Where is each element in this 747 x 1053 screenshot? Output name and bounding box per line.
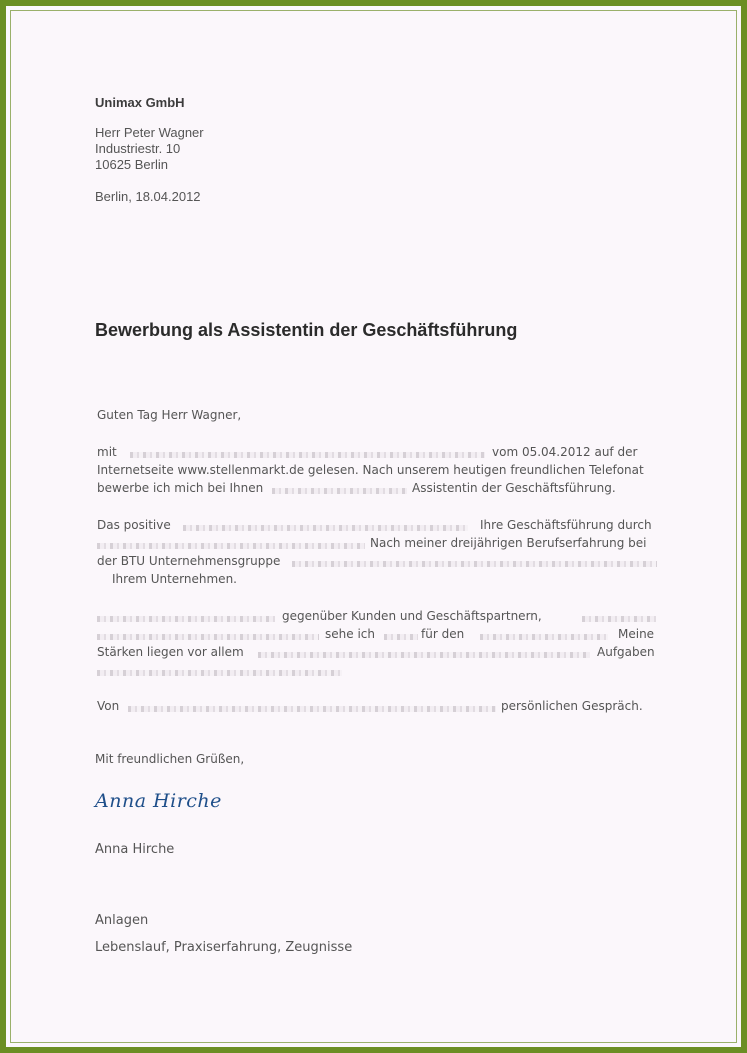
redacted-text xyxy=(292,561,657,567)
redacted-text xyxy=(384,634,418,640)
p2-line1-start: Das positive xyxy=(97,518,171,532)
p2-line1-end: Ihre Geschäftsführung durch xyxy=(480,518,652,532)
p1-line3-start: bewerbe ich mich bei Ihnen xyxy=(97,481,264,495)
redacted-text xyxy=(97,616,275,622)
redacted-text xyxy=(183,525,468,531)
p2-line3: der BTU Unternehmensgruppe xyxy=(97,554,281,568)
p1-line1-end: vom 05.04.2012 auf der xyxy=(492,445,638,459)
redacted-text xyxy=(130,452,485,458)
sender-company: Unimax GmbH xyxy=(95,95,185,110)
redacted-text xyxy=(272,488,407,494)
p4-end: persönlichen Gespräch. xyxy=(501,699,643,713)
redacted-text xyxy=(97,634,319,640)
recipient-city: 10625 Berlin xyxy=(95,157,168,172)
redacted-text xyxy=(97,543,365,549)
p1-line2: Internetseite www.stellenmarkt.de gelesen. Nach unserem heutigen freundlichen Telefonat xyxy=(97,463,644,477)
redacted-text xyxy=(480,634,608,640)
attachments-label: Anlagen xyxy=(95,913,149,928)
p3-line2-b: für den xyxy=(421,627,465,641)
place-date: Berlin, 18.04.2012 xyxy=(95,189,201,204)
p3-line1: gegenüber Kunden und Geschäftspartnern, xyxy=(282,609,542,623)
redacted-text xyxy=(97,670,342,676)
p2-line4: Ihrem Unternehmen. xyxy=(112,572,237,586)
signer-name: Anna Hirche xyxy=(95,842,175,857)
p3-line3-end: Aufgaben xyxy=(597,645,655,659)
greeting: Guten Tag Herr Wagner, xyxy=(97,408,242,422)
redacted-text xyxy=(582,616,656,622)
p1-line3-end: Assistentin der Geschäftsführung. xyxy=(412,481,616,495)
p2-line2: Nach meiner dreijährigen Berufserfahrung bei xyxy=(370,536,647,550)
redacted-text xyxy=(128,706,496,712)
redacted-text xyxy=(258,652,590,658)
recipient-street: Industriestr. 10 xyxy=(95,141,181,156)
p3-line2-c: Meine xyxy=(618,627,655,641)
attachments-list: Lebenslauf, Praxiserfahrung, Zeugnisse xyxy=(95,940,353,955)
handwritten-signature: Anna Hirche xyxy=(95,790,222,812)
recipient-name: Herr Peter Wagner xyxy=(95,125,204,140)
p4-start: Von xyxy=(97,699,120,713)
p3-line3-start: Stärken liegen vor allem xyxy=(97,645,244,659)
closing: Mit freundlichen Grüßen, xyxy=(95,752,245,766)
letter-subject: Bewerbung als Assistentin der Geschäftsführung xyxy=(95,320,518,340)
p1-word-start: mit xyxy=(97,445,117,459)
p3-line2-a: sehe ich xyxy=(325,627,375,641)
